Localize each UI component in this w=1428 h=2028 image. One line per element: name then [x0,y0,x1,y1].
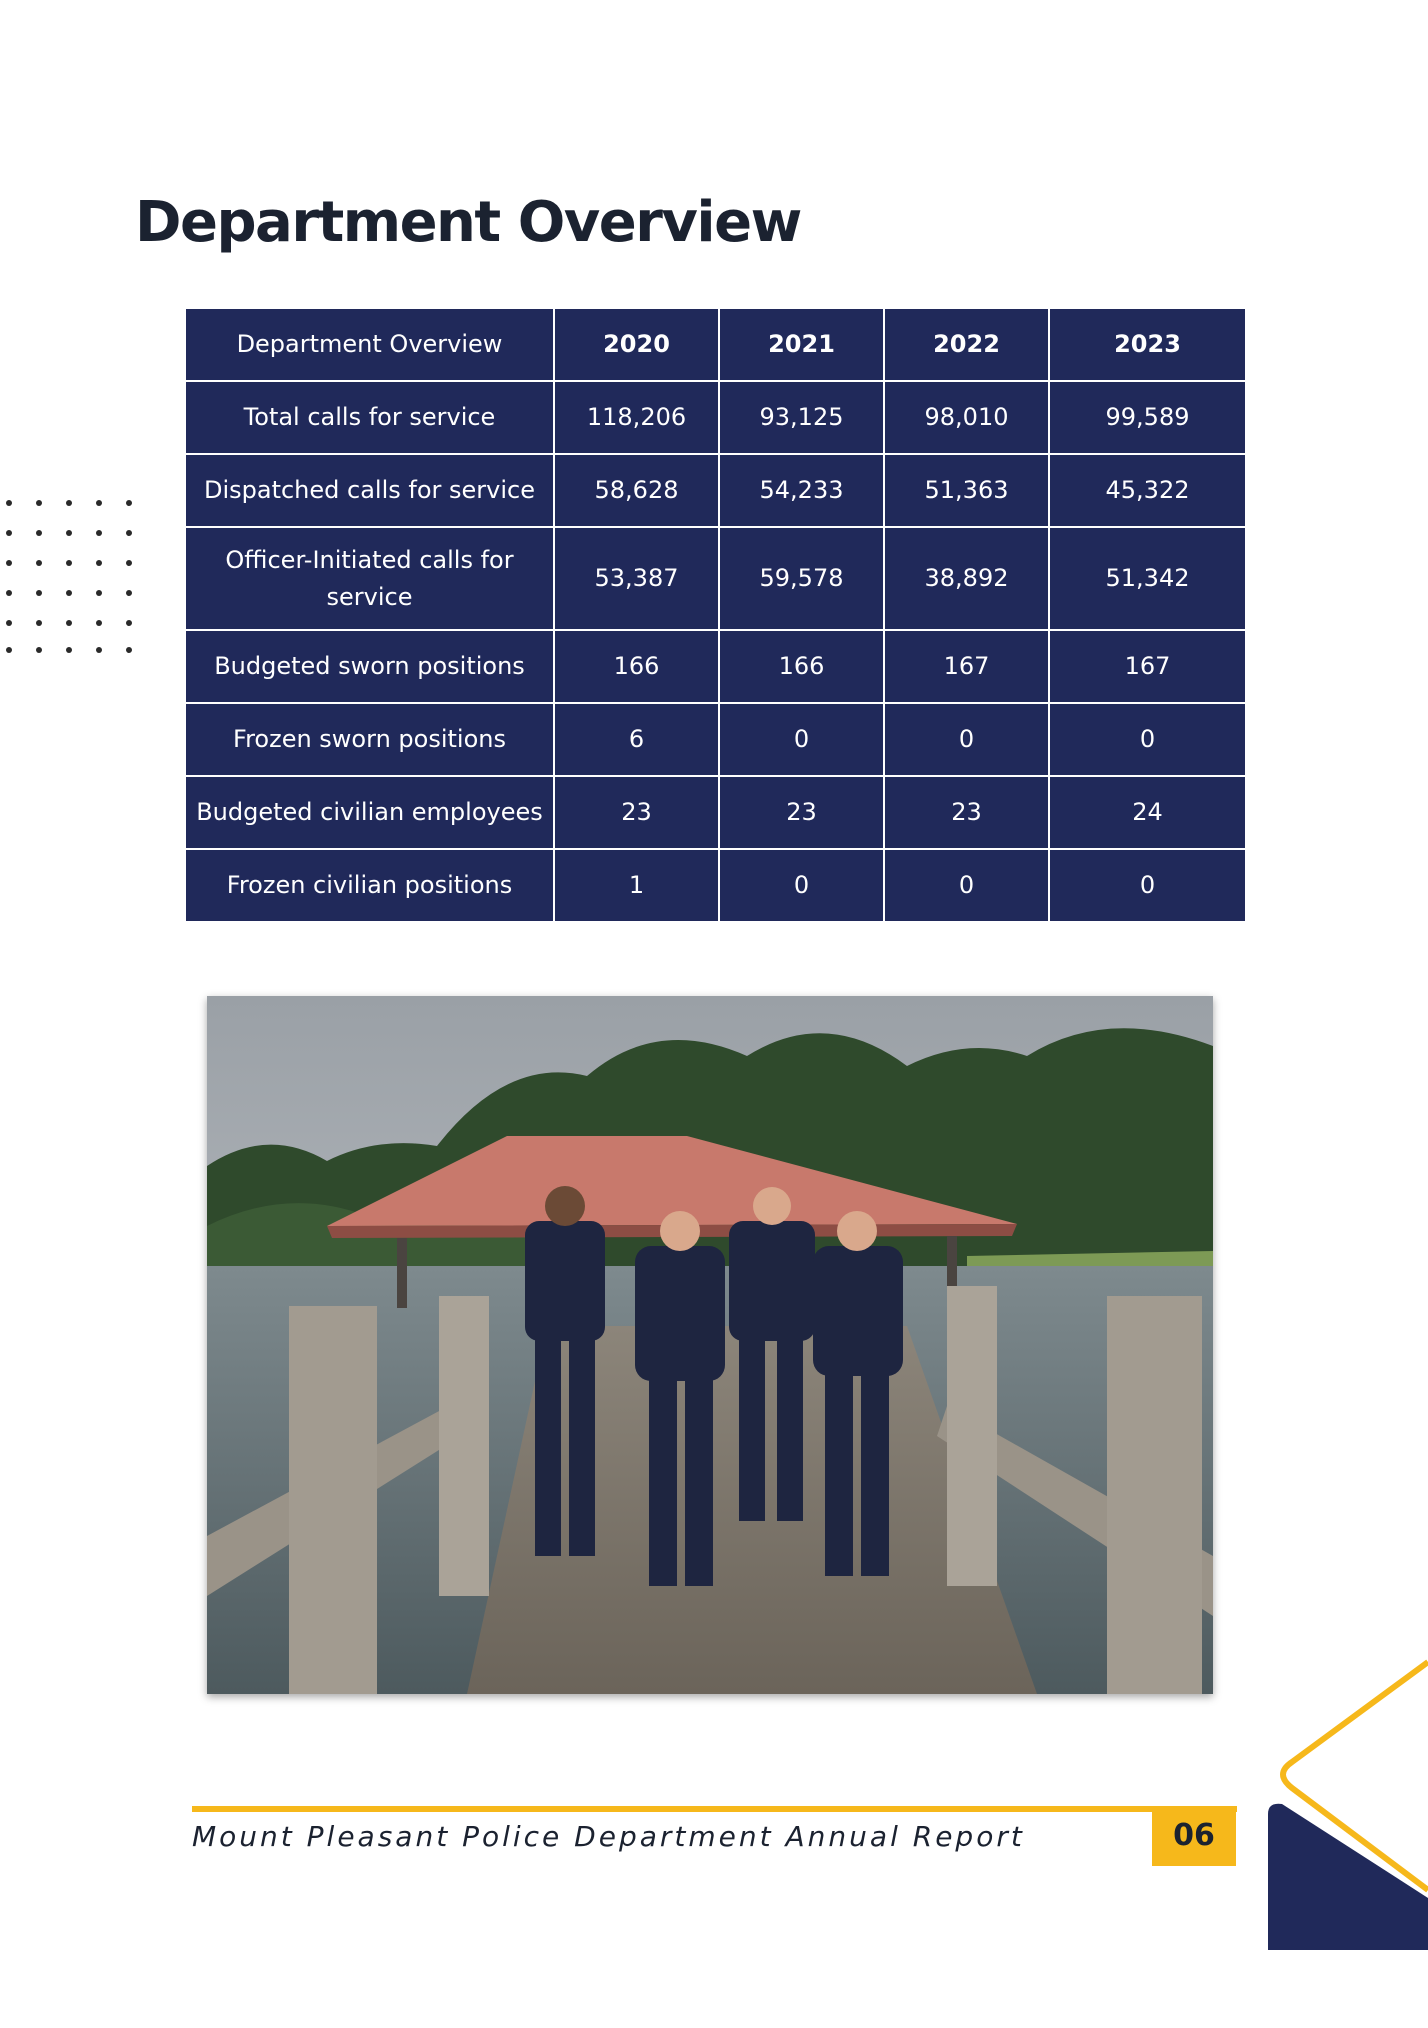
table-cell: 38,892 [884,527,1049,630]
officers-on-pier-image [207,996,1213,1694]
row-label: Budgeted sworn positions [185,630,554,703]
row-label: Frozen sworn positions [185,703,554,776]
page-title: Department Overview [135,190,801,255]
table-cell: 0 [719,849,884,922]
table-cell: 118,206 [554,381,719,454]
table-cell: 0 [884,849,1049,922]
table-cell: 45,322 [1049,454,1246,527]
table-row [185,454,1246,527]
corner-chevron-icon [1250,1650,1428,1950]
officers-photo [207,996,1213,1694]
table-header-year: 2023 [1049,308,1246,381]
row-label: Total calls for service [185,381,554,454]
table-cell: 99,589 [1049,381,1246,454]
table-header-year: 2020 [554,308,719,381]
row-label: Officer-Initiated calls for service [185,527,554,630]
table-cell: 6 [554,703,719,776]
table-cell: 58,628 [554,454,719,527]
table-row [185,381,1246,454]
table-cell: 93,125 [719,381,884,454]
table-cell: 167 [1049,630,1246,703]
table-cell: 0 [1049,703,1246,776]
table-cell: 54,233 [719,454,884,527]
table-cell: 51,363 [884,454,1049,527]
table-cell: 23 [719,776,884,849]
dot-grid-icon [3,497,138,657]
table-header-label: Department Overview [185,308,554,381]
table-cell: 24 [1049,776,1246,849]
table-cell: 98,010 [884,381,1049,454]
table-cell: 59,578 [719,527,884,630]
table-header-year: 2022 [884,308,1049,381]
table-cell: 167 [884,630,1049,703]
footer-report-title: Mount Pleasant Police Department Annual Report [192,1820,1025,1853]
page-number-badge: 06 [1152,1806,1236,1866]
table-cell: 0 [1049,849,1246,922]
table-cell: 53,387 [554,527,719,630]
table-header-year: 2021 [719,308,884,381]
table-row [185,703,1246,776]
table-cell: 0 [884,703,1049,776]
table-cell: 166 [719,630,884,703]
table-cell: 0 [719,703,884,776]
table-cell: 51,342 [1049,527,1246,630]
footer-rule [192,1806,1237,1812]
table-cell: 166 [554,630,719,703]
table-row [185,527,1246,630]
table-cell: 1 [554,849,719,922]
table-row [185,630,1246,703]
department-overview-table [184,307,1247,923]
table-row [185,776,1246,849]
row-label: Dispatched calls for service [185,454,554,527]
row-label: Budgeted civilian employees [185,776,554,849]
table-cell: 23 [884,776,1049,849]
table-header-row [185,308,1246,381]
row-label: Frozen civilian positions [185,849,554,922]
table-row [185,849,1246,922]
table-cell: 23 [554,776,719,849]
